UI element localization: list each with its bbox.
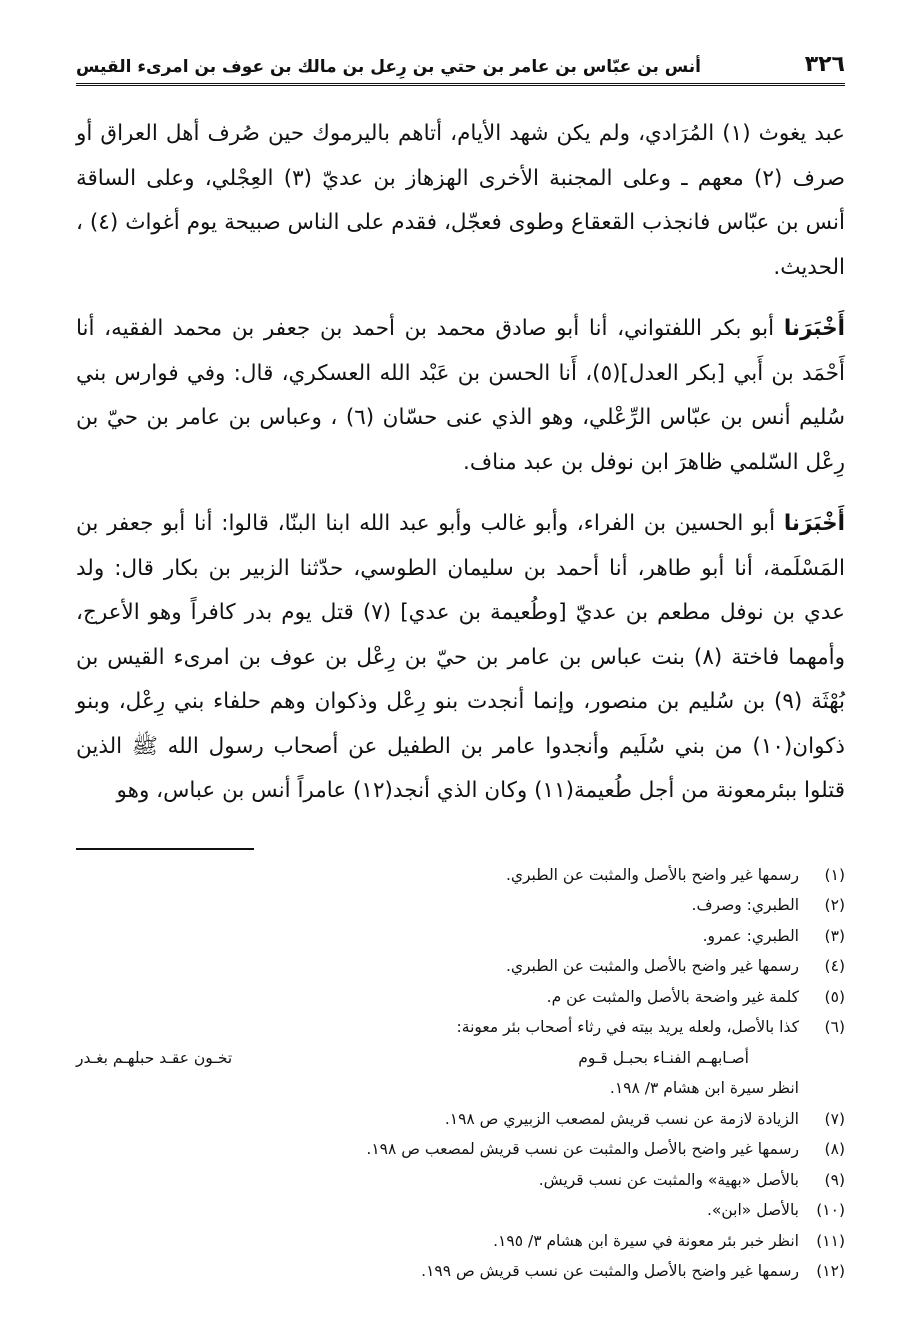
footnote-text: رسمها غير واضح بالأصل والمثبت عن نسب قريش ص ١٩٩.	[421, 1262, 799, 1280]
footnote-number: (٨)	[824, 1140, 845, 1158]
footnote-text: رسمها غير واضح بالأصل والمثبت عن الطبري.	[505, 865, 799, 884]
footnote-number: (٣)	[824, 926, 845, 945]
footnote-number: (١١)	[816, 1231, 845, 1250]
footnote-8	[76, 1134, 845, 1165]
running-header	[76, 52, 845, 86]
footnote-6	[76, 1012, 845, 1043]
footnote-text: رسمها غير واضح بالأصل والمثبت عن نسب قريش لمصعب ص ١٩٨.	[366, 1140, 799, 1158]
footnote-text: الطبري: وصرف.	[691, 896, 799, 914]
footnote-3	[76, 921, 845, 952]
footnote-number: (٤)	[824, 957, 845, 975]
footnote-text: رسمها غير واضح بالأصل والمثبت عن الطبري.	[505, 957, 799, 975]
paragraph-text: عبد يغوث (١) المُرَادي، ولم يكن شهد الأيام، أتاهم باليرموك حين صُرف أهل العراق أو صرف (٢) معهم ـ وعلى المجنبة الأخرى الهزهاز بن عديّ (٣) العِجْلي، وعلى الساقة أنس بن عبّاس فانجذب القعقاع وطوى فعجّل، فقدم على الناس صبيحة يوم أغواث (٤) ، الحديث.	[76, 121, 845, 280]
footnote-number: (١٠)	[816, 1201, 845, 1219]
footnote-11	[76, 1226, 845, 1257]
akhbarana-keyword: أَخْبَرَنا	[783, 511, 845, 536]
footnote-number: (٩)	[824, 1170, 845, 1189]
poetry-verse	[76, 1043, 845, 1074]
paragraph-2	[76, 307, 845, 485]
footnote-7	[76, 1104, 845, 1135]
footnote-text: انظر خبر بئر معونة في سيرة ابن هشام ٣/ ١٩٥.	[493, 1231, 799, 1250]
footnotes	[76, 860, 845, 1287]
footnote-number: (١)	[824, 865, 845, 884]
footnote-number: (٦)	[824, 1018, 845, 1036]
footnote-2	[76, 890, 845, 921]
footnote-number: (٥)	[824, 987, 845, 1006]
footnote-text: الطبري: عمرو.	[702, 926, 799, 945]
paragraph-text: أبو الحسين بن الفراء، وأبو غالب وأبو عبد الله ابنا البنّا، قالوا: أنا أبو جعفر بن المَسْلَمة، أنا أبو طاهر، أنا أحمد بن سليمان الطوسي، حدّثنا الزبير بن بكار قال: ولد عدي بن نوفل مطعم بن عديّ [وطُعيمة بن عدي] (٧) قتل يوم بدر كافراً وهو الأعرج، وأمهما فاختة (٨) بنت عباس بن عامر بن حيّ بن رِعْل بن عوف بن امرىء القيس بن بُهْثَة (٩) بن سُليم بن منصور، وإنما أنجدت بنو رِعْل وذكوان وهم حلفاء بني رِعْل، وبنو ذكوان(١٠) من بني سُلَيم وأنجدوا عامر بن الطفيل عن أصحاب رسول الله ﷺ الذين قتلوا ببئرمعونة من أجل طُعيمة(١١) وكان الذي أنجد(١٢) عامراً أنس بن عباس، وهو	[76, 511, 846, 803]
verse-second-hemistich: تخـون عقـد حبلهـم بغـدر	[76, 1048, 233, 1067]
running-title: أنس بن عبّاس بن عامر بن حتي بن رِعل بن مالك بن عوف بن امرىء القيس	[76, 57, 701, 77]
footnote-5	[76, 982, 845, 1013]
footnote-text: كلمة غير واضحة بالأصل والمثبت عن م.	[546, 987, 799, 1006]
main-text	[76, 112, 845, 814]
footnote-4	[76, 951, 845, 982]
footnote-text: بالأصل «بهية» والمثبت عن نسب قريش.	[538, 1170, 799, 1189]
paragraph-text: أبو بكر اللفتواني، أنا أبو صادق محمد بن أحمد بن جعفر بن محمد الفقيه، أنا أَحْمَد بن أَبي [بكر العدل](٥)، أَنا الحسن بن عَبْد الله العسكري، قال: وفي فوارس بني سُليم أنس بن عبّاس الرِّعْلي، وهو الذي عنى حسّان (٦) ، وعباس بن عامر بن حيّ بن رِعْل السّلمي ظاهرَ ابن نوفل بن عبد مناف.	[76, 316, 846, 475]
footnote-1	[76, 860, 845, 891]
akhbarana-keyword: أَخْبَرَنا	[783, 316, 845, 341]
footnote-number: (١٢)	[816, 1262, 845, 1280]
footnote-number: (٢)	[824, 896, 845, 914]
footnote-12	[76, 1256, 845, 1287]
footnote-text: بالأصل «ابن».	[706, 1201, 799, 1219]
paragraph-3	[76, 502, 845, 814]
footnote-9	[76, 1165, 845, 1196]
footnote-number: (٧)	[824, 1109, 845, 1128]
footnote-10	[76, 1195, 845, 1226]
footnote-text: كذا بالأصل، ولعله يريد بيته في رثاء أصحاب بئر معونة:	[456, 1018, 799, 1036]
footnote-divider	[76, 848, 254, 850]
page-number: ٣٢٦	[804, 52, 845, 77]
verse-source: انظر سيرة ابن هشام ٣/ ١٩٨.	[609, 1079, 799, 1097]
footnote-text: الزيادة لازمة عن نسب قريش لمصعب الزبيري ص ١٩٨.	[444, 1109, 799, 1128]
paragraph-1	[76, 112, 845, 290]
verse-first-hemistich: أصـابهـم الفنـاء بحبـل قـوم	[578, 1048, 749, 1067]
